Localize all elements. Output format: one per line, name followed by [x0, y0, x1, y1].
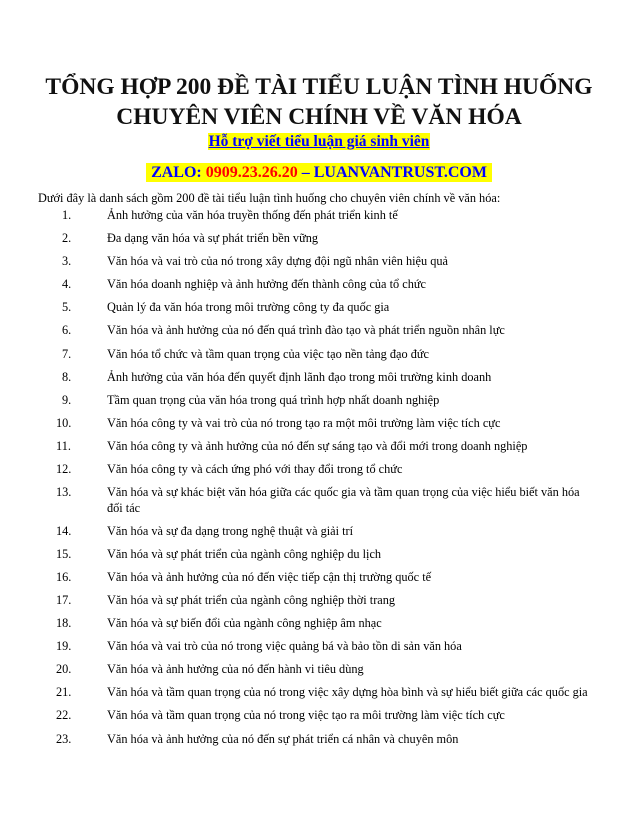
intro-paragraph: Dưới đây là danh sách gồm 200 đề tài tiểu luận tình huống cho chuyên viên chính về văn hóa: — [38, 191, 501, 205]
list-item-text: Văn hóa tổ chức và tầm quan trọng của việc tạo nền tảng đạo đức — [107, 346, 430, 361]
document-title: TỔNG HỢP 200 ĐỀ TÀI TIỂU LUẬN TÌNH HUỐNG CHUYÊN VIÊN CHÍNH VỀ VĂN HÓA — [45, 74, 593, 130]
list-item-text: Ảnh hưởng của văn hóa đến quyết định lãnh đạo trong môi trường kinh doanh — [107, 369, 492, 384]
topic-list — [0, 208, 638, 755]
list-item — [0, 616, 638, 632]
support-link[interactable]: Hỗ trợ viết tiểu luận giá sinh viên — [208, 133, 430, 150]
list-item-text: Đa dạng văn hóa và sự phát triển bền vững — [107, 231, 319, 246]
list-item-number: 10. — [56, 415, 72, 430]
list-item-text: Văn hóa công ty và cách ứng phó với thay đổi trong tổ chức — [107, 462, 403, 477]
list-item — [0, 570, 638, 586]
list-item-text: Văn hóa và sự đa dạng trong nghệ thuật và giải trí — [107, 523, 354, 538]
list-item-number: 9. — [62, 392, 72, 407]
list-item-text: Văn hóa và ảnh hưởng của nó đến hành vi tiêu dùng — [107, 662, 364, 677]
list-item — [0, 300, 638, 316]
list-item-text: Văn hóa và ảnh hưởng của nó đến quá trình đào tạo và phát triển nguồn nhân lực — [107, 323, 505, 338]
list-item-text: Quản lý đa văn hóa trong môi trường công ty đa quốc gia — [107, 300, 390, 315]
list-item — [0, 370, 638, 386]
list-item — [0, 547, 638, 563]
list-item-text: Tầm quan trọng của văn hóa trong quá trình hợp nhất doanh nghiệp — [107, 392, 440, 407]
list-item — [0, 708, 638, 724]
list-item — [0, 524, 638, 540]
list-item-text: Văn hóa và sự khác biệt văn hóa giữa các quốc gia và tầm quan trọng của việc hiểu biết văn hóa đối tác — [107, 485, 580, 515]
list-item-text: Văn hóa và vai trò của nó trong việc quảng bá và bảo tồn di sản văn hóa — [107, 639, 462, 654]
contact-label: ZALO: — [151, 164, 206, 181]
list-item-text: Văn hóa và ảnh hưởng của nó đến việc tiếp cận thị trường quốc tế — [107, 569, 432, 584]
contact-website[interactable]: LUANVANTRUST.COM — [313, 164, 487, 181]
contact-separator: – — [297, 164, 314, 181]
list-item-number: 1. — [62, 208, 72, 222]
list-item-number: 15. — [56, 546, 72, 561]
list-item-number: 12. — [56, 462, 72, 477]
list-item-number: 11. — [56, 438, 71, 453]
list-item — [0, 393, 638, 409]
list-item-text: Văn hóa và ảnh hưởng của nó đến sự phát triển cá nhân và chuyên môn — [107, 731, 459, 746]
list-item — [0, 323, 638, 339]
list-item-number: 4. — [62, 277, 72, 292]
list-item-text: Văn hóa và tầm quan trọng của nó trong việc tạo ra môi trường làm việc tích cực — [107, 708, 505, 723]
list-item — [0, 485, 638, 516]
list-item-number: 16. — [56, 569, 72, 584]
list-item-text: Văn hóa và tầm quan trọng của nó trong việc xây dựng hòa bình và sự hiểu biết giữa các quốc gia — [107, 685, 588, 700]
list-item-number: 22. — [56, 708, 72, 723]
list-item-number: 20. — [56, 662, 72, 677]
list-item-number: 14. — [56, 523, 72, 538]
list-item-number: 3. — [62, 254, 72, 269]
list-item — [0, 662, 638, 678]
list-item-number: 5. — [62, 300, 72, 315]
list-item-number: 13. — [56, 485, 72, 500]
list-item — [0, 277, 638, 293]
list-item-text: Ảnh hưởng của văn hóa truyền thống đến phát triển kinh tế — [107, 208, 398, 222]
list-item-text: Văn hóa doanh nghiệp và ảnh hưởng đến thành công của tổ chức — [107, 277, 426, 292]
contact-phone[interactable]: 0909.23.26.20 — [205, 164, 298, 181]
list-item-text: Văn hóa công ty và ảnh hưởng của nó đến sự sáng tạo và đổi mới trong doanh nghiệp — [107, 438, 528, 453]
contact-highlight — [146, 163, 492, 182]
list-item — [0, 254, 638, 270]
list-item — [0, 347, 638, 363]
list-item-number: 7. — [62, 346, 72, 361]
list-item-text: Văn hóa và sự phát triển của ngành công nghiệp thời trang — [107, 593, 396, 607]
list-item-text: Văn hóa công ty và vai trò của nó trong tạo ra một môi trường làm việc tích cực — [107, 415, 501, 430]
list-item-number: 18. — [56, 616, 72, 631]
list-item-number: 21. — [56, 685, 72, 700]
list-item-number: 2. — [62, 231, 72, 246]
list-item-number: 17. — [56, 593, 72, 607]
support-line — [0, 133, 638, 151]
list-item-number: 19. — [56, 639, 72, 654]
list-item — [0, 732, 638, 748]
list-item — [0, 639, 638, 655]
list-item — [0, 593, 638, 609]
list-item-text: Văn hóa và sự phát triển của ngành công nghiệp du lịch — [107, 546, 382, 561]
list-item — [0, 439, 638, 455]
list-item — [0, 462, 638, 478]
list-item-number: 8. — [62, 369, 72, 384]
contact-line — [0, 163, 638, 183]
list-item-number: 6. — [62, 323, 72, 338]
list-item-number: 23. — [56, 731, 72, 746]
list-item — [0, 685, 638, 701]
list-item-text: Văn hóa và vai trò của nó trong xây dựng đội ngũ nhân viên hiệu quả — [107, 254, 448, 269]
list-item — [0, 231, 638, 247]
list-item — [0, 416, 638, 432]
list-item — [0, 208, 638, 224]
list-item-text: Văn hóa và sự biến đổi của ngành công nghiệp âm nhạc — [107, 616, 382, 631]
